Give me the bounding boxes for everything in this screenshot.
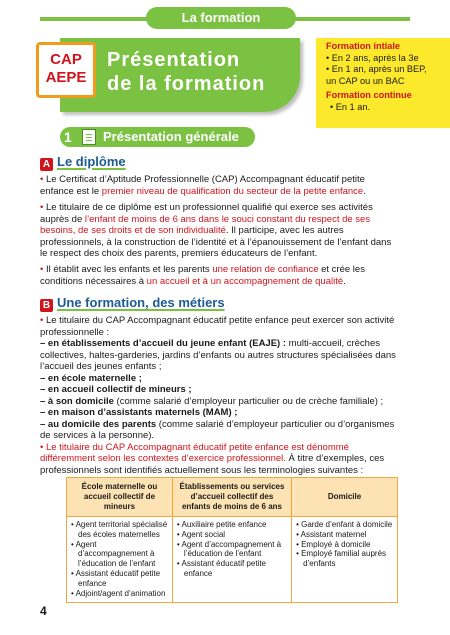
chapter-tab: La formation bbox=[146, 7, 296, 29]
initial-title: Formation intiale bbox=[326, 41, 401, 51]
badge-line-2: AEPE bbox=[45, 69, 87, 86]
list-item: • Assistant éducatif petite enfance bbox=[177, 559, 287, 579]
list-item: • Assistant maternel bbox=[296, 530, 393, 540]
diploma-badge bbox=[36, 42, 96, 98]
list-item: • Adjoint/agent d’animation bbox=[71, 589, 168, 599]
section-title: Présentation générale bbox=[103, 129, 239, 144]
list-item: • Assistant éducatif petite enfance bbox=[71, 569, 168, 589]
list-item: – en accueil collectif de mineurs ; bbox=[40, 384, 192, 395]
paragraph-a1: • Le Certificat d’Aptitude Professionnelle (CAP) Accompagnant éducatif petite enfance est le premier niveau de qualification du secteur de la petite enfance. bbox=[40, 174, 366, 197]
formation-info-box bbox=[316, 38, 450, 128]
title-line-2: de la formation bbox=[107, 73, 266, 95]
table-cell bbox=[67, 517, 173, 603]
table-header: École maternelle ou accueil collectif de mineurs bbox=[67, 478, 173, 517]
table-row bbox=[67, 517, 398, 603]
letter-badge-a: A bbox=[40, 158, 53, 171]
list-item: – à son domicile (comme salarié d’employeur particulier ou de crèche familiale) ; bbox=[40, 395, 384, 407]
subheading-b-title: Une formation, des métiers bbox=[57, 295, 225, 310]
initial-item: un CAP ou un BAC bbox=[326, 75, 405, 86]
table-header-row bbox=[67, 478, 398, 517]
list-item: • Employé à domicile bbox=[296, 540, 393, 550]
paragraph-a3: • Il établit avec les enfants et les parents une relation de confiance et crée les conditions nécessaires à un accueil et à un accompagnement de qualité. bbox=[40, 264, 365, 287]
table-cell bbox=[172, 517, 291, 603]
list-item: • Agent d’accompagnement à l’éducation de l’enfant bbox=[71, 540, 168, 569]
intro-line: • Le titulaire du CAP Accompagnant éducatif petite enfance peut exercer son activité professionnelle : bbox=[40, 315, 395, 338]
letter-badge-b: B bbox=[40, 299, 53, 312]
subheading-b bbox=[40, 295, 225, 312]
table-header: Domicile bbox=[292, 478, 398, 517]
badge-line-1: CAP bbox=[50, 51, 82, 68]
table-header: Établissements ou services d’accueil collectif des enfants de moins de 6 ans bbox=[172, 478, 291, 517]
top-bar bbox=[0, 0, 450, 36]
list-item: – en école maternelle ; bbox=[40, 372, 142, 384]
title-line-1: Présentation bbox=[107, 49, 241, 71]
continue-item: • En 1 an. bbox=[330, 101, 370, 112]
initial-item: • En 1 an, après un BEP, bbox=[326, 64, 427, 75]
paragraph-a2: • Le titulaire de ce diplôme est un professionnel qualifié qui exerce ses activités auprès de l’enfant de moins de 6 ans dans le souci constant du respect de ses besoins, de ses droits et de son individualité. Il participe, avec les autres professionnels, à la construction de l’identité et à l’épanouissement de l’enfant dans le respect des choix des parents, premiers éducateurs de l’enfant. bbox=[40, 202, 392, 259]
list-item: • Agent social bbox=[177, 530, 287, 540]
list-item: – en maison d’assistants maternels (MAM) ; bbox=[40, 407, 238, 418]
document-icon bbox=[82, 129, 96, 145]
list-item: • Agent d’accompagnement à l’éducation de l’enfant bbox=[177, 540, 287, 560]
paragraph-b-list bbox=[40, 315, 400, 476]
page-title bbox=[107, 48, 265, 96]
list-item: – en établissements d’accueil du jeune enfant (EAJE) : multi-accueil, crèches collectives, haltes-garderies, jardins d’enfants ou autres structures spécialisées dans l’accueil des jeunes enfants ; bbox=[40, 338, 396, 372]
subheading-a bbox=[40, 154, 126, 171]
continue-title: Formation continue bbox=[326, 90, 412, 101]
page-number: 4 bbox=[40, 604, 47, 618]
list-item: – au domicile des parents (comme salarié d’employeur particulier ou d’organismes de services à la personne). bbox=[40, 418, 395, 441]
closing-paragraph: • Le titulaire du CAP Accompagnant éducatif petite enfance est dénommé différemment selon les contextes d’exercice professionnel. À titre d’exemples, ces professionnels sont identifiés actuellement sous les terminologies suivantes : bbox=[40, 441, 385, 476]
subheading-a-title: Le diplôme bbox=[57, 154, 126, 169]
list-item: • Auxiliaire petite enfance bbox=[177, 520, 287, 530]
table-cell bbox=[292, 517, 398, 603]
list-item: • Employé familial auprès d’enfants bbox=[296, 549, 393, 569]
section-number: 1 bbox=[64, 129, 72, 145]
initial-item: • En 2 ans, après la 3e bbox=[326, 52, 419, 63]
list-item: • Agent territorial spécialisé des écoles maternelles bbox=[71, 520, 168, 540]
list-item: • Garde d’enfant à domicile bbox=[296, 520, 393, 530]
job-titles-table bbox=[66, 477, 398, 603]
